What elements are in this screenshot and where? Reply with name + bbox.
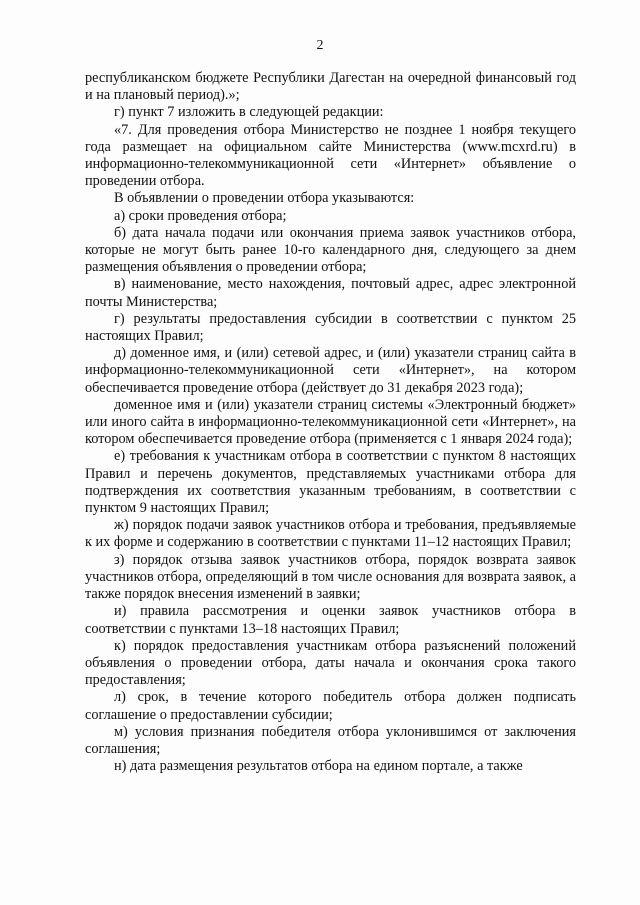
list-item-a: а) сроки проведения отбора; <box>114 207 287 224</box>
list-item-e: е) требования к участникам отбора в соответствии с пунктом 8 настоящих Правил и перечень документов, представляемых участниками отбора для подтверждения их соответствия указанным требованиям, в соответствии с пунктом 9 настоящих Правил; <box>85 448 576 517</box>
paragraph-point-7: «7. Для проведения отбора Министерство не позднее 1 ноября текущего года размещает на официальном сайте Министерства (www.mcxrd.ru) в информационно-телекоммуникационной сети «Интернет» объявление о проведении отбора. <box>85 121 576 190</box>
list-item-d: д) доменное имя, и (или) сетевой адрес, и (или) указатели страниц сайта в информационно-телекоммуникационной сети «Интернет», на котором обеспечивается проведение отбора (действует до 31 декабря 2023 года); <box>85 345 576 396</box>
page-number: 2 <box>316 38 324 53</box>
list-item-k: к) порядок предоставления участникам отбора разъяснений положений объявления о проведении отбора, даты начала и окончания срока такого предоставления; <box>85 637 576 689</box>
list-item-n: н) дата размещения результатов отбора на едином портале, а также <box>114 758 523 775</box>
paragraph-continuation: республиканском бюджете Республики Дагестан на очередной финансовый год и на плановый период).»; <box>85 70 576 104</box>
document-body <box>85 70 576 775</box>
list-item-z: з) порядок отзыва заявок участников отбора, порядок возврата заявок участников отбора, определяющий в том числе основания для возврата заявок, а также порядок внесения изменений в заявки; <box>85 551 576 603</box>
list-item-i: и) правила рассмотрения и оценки заявок участников отбора в соответствии с пунктами 13–18 настоящих Правил; <box>85 603 576 637</box>
list-item-b: б) дата начала подачи или окончания приема заявок участников отбора, которые не могут быть ранее 10-го календарного дня, следующего за днем размещения объявления о проведении отбора; <box>85 224 576 276</box>
list-item-m: м) условия признания победителя отбора уклонившимся от заключения соглашения; <box>85 723 576 757</box>
list-item-v: в) наименование, место нахождения, почтовый адрес, адрес электронной почты Министерства; <box>85 276 576 310</box>
list-item-g: г) результаты предоставления субсидии в соответствии с пунктом 25 настоящих Правил; <box>85 310 576 345</box>
paragraph-subpoint-g-amendment: г) пункт 7 изложить в следующей редакции: <box>114 104 384 121</box>
list-item-d-continuation: доменное имя и (или) указатели страниц системы «Электронный бюджет» или иного сайта в информационно-телекоммуникационной сети «Интернет», на котором обеспечивается проведение отбора (применяется с 1 января 2024 года); <box>85 396 576 448</box>
list-item-zh: ж) порядок подачи заявок участников отбора и требования, предъявляемые к их форме и содержанию в соответствии с пунктами 11–12 настоящих Правил; <box>85 517 576 551</box>
paragraph-announcement-intro: В объявлении о проведении отбора указываются: <box>114 190 415 207</box>
list-item-l: л) срок, в течение которого победитель отбора должен подписать соглашение о предоставлении субсидии; <box>85 689 576 723</box>
